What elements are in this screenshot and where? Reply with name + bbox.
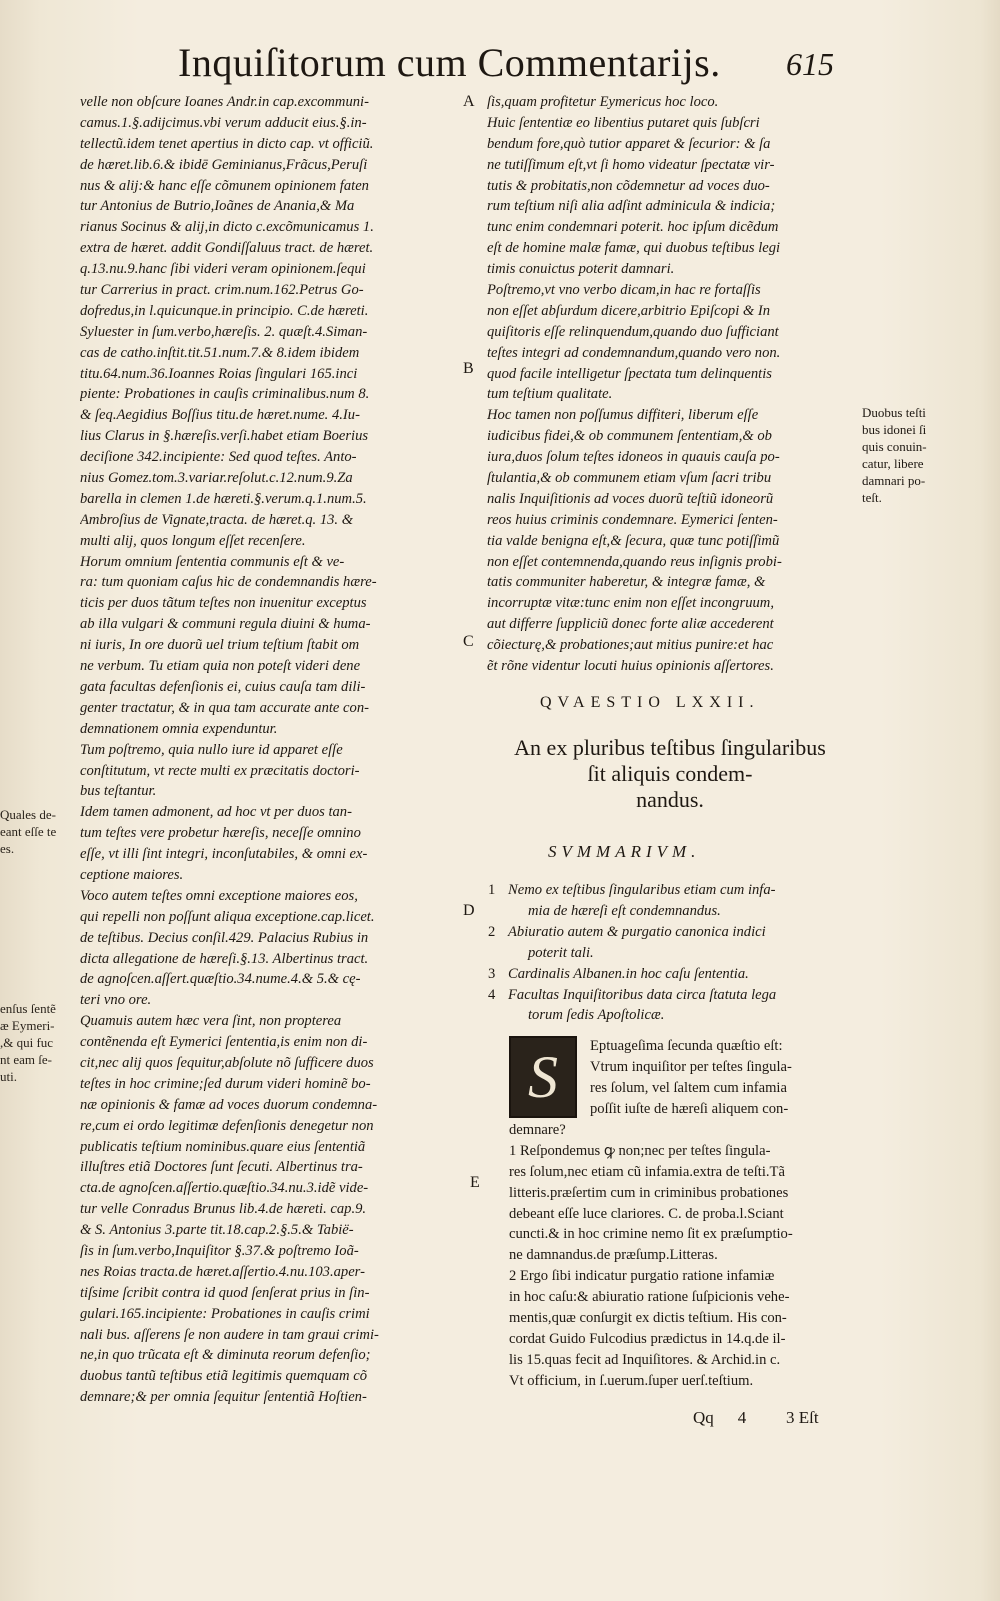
text-line: Horum omnium ſententia communis eſt & ve- (80, 553, 345, 570)
text-line: conſtitutum, vt recte multi ex præcitatis doctori- (80, 762, 360, 779)
text-line: Eptuageſima ſecunda quæſtio eſt: (590, 1038, 783, 1054)
text-line: tur Carrerius in pract. crim.num.162.Petrus Go- (80, 282, 364, 299)
summary-item-text: Cardinalis Albanen.in hoc caſu ſententia. (508, 965, 749, 982)
text-line: tur velle Conradus Brunus lib.4.de hæreti. cap.9. (80, 1201, 367, 1218)
text-line: cordat Guido Fulcodius prædictus in 14.q.de il- (509, 1330, 786, 1347)
left-margin-note-witnesses (0, 806, 56, 857)
section-letter-d: D (463, 902, 475, 919)
text-line: næ opinionis & famæ ad voces duorum condemna- (80, 1096, 378, 1113)
text-line: Hoc tamen non poſſumus diffiteri, liberum eſſe (487, 407, 759, 424)
text-line: tia valde benigna eſt,& ſecura, quæ tunc potiſſimũ (487, 532, 780, 549)
margin-note-line: nt eam ſe- (0, 1052, 52, 1067)
signature-letters: Qq (693, 1408, 714, 1427)
text-line: duobus tantũ teſtibus etiã legitimis quemquam cõ (80, 1368, 367, 1385)
text-line: eſt de homine malæ famæ, qui duobus teſtibus legi (487, 240, 781, 257)
text-line: cit,nec alij quos ſequitur,abſolute nõ ſufficere duos (80, 1054, 374, 1071)
text-line: ab illa vulgari & communi regula diuini & huma- (80, 616, 371, 633)
text-line: tur Antonius de Butrio,Ioãnes de Anania,& Ma (80, 198, 355, 215)
text-line: quod facile intelligetur ſpectata tum delinquentis (487, 365, 772, 382)
summary-item-text: Abiuratio autem & purgatio canonica indici (508, 923, 766, 940)
section-letter-e: E (470, 1174, 480, 1191)
text-line: Poſtremo,vt vno verbo dicam,in hac re fortaſſis (487, 282, 761, 299)
text-line: iura,duos ſolum teſtes idoneos in quauis cauſa po- (487, 449, 780, 466)
text-line: demnare;& per omnia ſequitur ſententiã Hoſtien- (80, 1389, 367, 1406)
text-line: ticis per duos tãtum teſtes non inuenitur exceptus (80, 595, 367, 612)
text-line: tum teſtium qualitate. (487, 386, 613, 403)
text-line: tatis communiter haberetur, & integræ famæ, & (487, 574, 766, 591)
text-line: in hoc caſu:& abiuratio ratione ſuſpicionis vehe- (509, 1289, 790, 1306)
text-line: teri vno ore. (80, 992, 152, 1009)
summary-list (488, 880, 868, 1026)
margin-note-line: teſt. (862, 490, 882, 505)
text-line: quiſitoris eſſe relinquendum,quando duo ſufficiant (487, 323, 779, 340)
margin-note-line: es. (0, 841, 15, 856)
text-line: litteris.præſertim cum in criminibus probationes (509, 1184, 789, 1201)
summary-item-number: 4 (488, 986, 496, 1003)
signature-mark (693, 1408, 746, 1428)
text-line: tunc enim condemnari poterit. hoc ipſum dicẽdum (487, 219, 779, 236)
margin-note-line: uti. (0, 1069, 17, 1084)
text-line: contẽnenda eſt Eymerici ſententia,is enim non di- (80, 1034, 368, 1051)
text-line: re,cum ei ordo legitimæ defenſionis denegetur non (80, 1117, 374, 1134)
text-line: tiſsime ſcribit contra id quod ſenſerat prius in ſin- (80, 1284, 370, 1301)
text-line: & S. Antonius 3.parte tit.18.cap.2.§.5.& Tabië- (80, 1222, 354, 1239)
text-line: lius Clarus in §.hæreſis.verſi.habet etiam Boerius (80, 428, 369, 445)
section-letter-a: A (463, 93, 475, 110)
catchword: 3 Eſt (786, 1408, 819, 1427)
text-line: de agnoſcen.aſſert.quæſtio.34.nume.4.& 5.& cę- (80, 971, 361, 988)
text-line: gata facultas defenſionis ei, cuius cauſa tam dili- (80, 678, 366, 695)
summary-item (488, 922, 868, 964)
text-line: tellectũ.idem tenet apertius in dicto cap. vt officiũ. (80, 135, 374, 152)
text-line: velle non obſcure Ioanes Andr.in cap.excommuni- (80, 94, 369, 110)
text-line: Idem tamen admonent, ad hoc vt per duos tan- (80, 804, 352, 821)
text-line: nius Gomez.tom.3.variar.reſolut.c.12.num.9.Za (80, 470, 353, 487)
text-line: reos huius criminis condemnare. Eymerici ſenten- (487, 511, 778, 528)
text-line: non eſſet contemnenda,quando reus inſignis probi- (487, 553, 782, 570)
text-line: multi alij, quos longum eſſet recenſere. (80, 532, 306, 549)
text-line: aut differre ſuppliciũ donec forte aliæ accederent (487, 616, 774, 633)
margin-note-line: ,& qui fuc (0, 1035, 54, 1050)
text-line: tutis & probitatis,non cõdemnetur ad voces duo- (487, 177, 770, 194)
text-line: lis 15.quas fecit ad Inquiſitores. & Archid.in c. (509, 1351, 781, 1368)
margin-note-line: bus idonei ſi (862, 422, 927, 437)
question-title (480, 735, 860, 813)
margin-note-line: æ Eymeri- (0, 1018, 55, 1033)
summary-heading: SVMMARIVM. (548, 842, 701, 861)
summary-item (488, 964, 868, 985)
text-line: Ambroſius de Vignate,tracta. de hæret.q. 13. & (80, 511, 354, 528)
text-line: teſtes in hoc crimine;ſed durum videri hominẽ bo- (80, 1075, 371, 1092)
text-line: genter tractatur, & in qua tam accurate ante con- (80, 699, 369, 716)
text-line: Syluester in ſum.verbo,hæreſis. 2. quæſt.4.Siman- (80, 323, 368, 340)
text-line: bus teſtantur. (80, 783, 157, 800)
text-line: rum teſtium niſi alia adſint adminicula & indicia; (487, 198, 776, 215)
text-line: demnationem omnia expenduntur. (80, 720, 278, 737)
text-line: iudicibus fidei,& ob communem ſententiam,& ob (487, 428, 772, 445)
summary-item-number: 3 (488, 965, 496, 982)
text-line: non eſſet abſurdum dicere,arbitrio Epiſcopi & In (487, 302, 771, 319)
right-margin-note (862, 404, 962, 506)
question-heading: QVAESTIO LXXII. (540, 694, 760, 711)
body-text (509, 1120, 869, 1392)
text-line: dicta allegatione de hæreſi.§.13. Albertinus tract. (80, 950, 369, 967)
body-beside-initial (590, 1036, 870, 1120)
text-line: timis conuictus poterit damnari. (487, 261, 675, 278)
section-letter-b: B (463, 360, 474, 377)
text-line: teſtes integri ad condemnandum,quando vero non. (487, 344, 781, 361)
text-line: piente: Probationes in cauſis criminalibus.num 8. (80, 386, 370, 403)
question-title-line: ſit aliquis condem- (587, 761, 753, 786)
margin-note-line: enſus ſentẽ (0, 1001, 56, 1016)
text-line: illuſtres etiã Doctores ſunt ſecuti. Albertinus tra- (80, 1159, 363, 1176)
text-line: ra: tum quoniam caſus hic de condemnandis hære- (80, 574, 377, 591)
text-line: deciſione 342.incipiente: Sed quod teſtes. Anto- (80, 449, 357, 466)
text-line: cuncti.& in hoc crimine nemo ſit ex præſumptio- (509, 1226, 793, 1243)
text-line: nus & alij:& hanc eſſe cõmunem opinionem faten (80, 177, 369, 194)
text-line: Quamuis autem hæc vera ſint, non propterea (80, 1013, 342, 1030)
question-title-line: nandus. (636, 787, 704, 812)
text-line: publicatis teſtium nominibus.quare eius ſententiã (80, 1138, 366, 1155)
text-line: nalis Inquiſitionis ad voces duorũ teſtiũ idoneorũ (487, 490, 774, 507)
margin-note-line: eant eſſe te (0, 824, 57, 839)
text-line: qui repelli non poſſunt aliqua exceptione.cap.licet. (80, 908, 375, 925)
summary-item-text: Nemo ex teſtibus ſingularibus etiam cum infa- (508, 882, 776, 898)
text-line: demnare? (509, 1122, 566, 1138)
summary-item-number: 1 (488, 882, 496, 898)
text-line: ni iuris, In ore duorũ uel trium teſtium ſtabit om (80, 637, 360, 654)
text-line: Vt officium, in ſ.uerum.ſuper uerſ.teſtium. (509, 1372, 754, 1389)
summary-item (488, 880, 868, 922)
text-line: rianus Socinus & alij,in dicto c.excõmunicamus 1. (80, 219, 374, 236)
text-line: ſtulantia,& ob communem etiam vſum ſacri tribu (487, 470, 772, 487)
text-line: cta.de agnoſcen.aſſertio.quæſtio.34.nu.3.idẽ vide- (80, 1180, 369, 1197)
section-letter-c: C (463, 633, 474, 650)
text-line: q.13.nu.9.hanc ſibi videri veram opinionem.ſequi (80, 261, 366, 278)
text-line: Vtrum inquiſitor per teſtes ſingula- (590, 1058, 792, 1075)
text-line: mentis,quæ conſurgit ex dictis teſtium. His con- (509, 1310, 787, 1327)
summary-item-text: Facultas Inquiſitoribus data circa ſtatuta lega (508, 986, 777, 1003)
text-line: ne tutiſſimum eſt,vt ſi homo videatur ſpectatæ vir- (487, 156, 775, 173)
margin-note-line: quis conuin- (862, 439, 927, 454)
text-line: nes Roias tracta.de hæret.aſſertio.4.nu.103.aper- (80, 1263, 365, 1280)
text-line: ẽt rõne videntur locuti huius opinionis aſſertores. (487, 658, 774, 675)
question-title-line: An ex pluribus teſtibus ſingularibus (514, 735, 826, 760)
right-column-top (487, 92, 862, 677)
text-line: titu.64.num.36.Ioannes Roias ſingulari 165.inci (80, 365, 358, 382)
text-line: ne,in quo trũcata eſt & diminuta reorum defenſio; (80, 1347, 371, 1364)
text-line: Tum poſtremo, quia nullo iure id apparet eſſe (80, 741, 343, 758)
text-line: eſſe, vt illi ſint integri, inconſutabiles, & omni ex- (80, 846, 368, 863)
text-line: poſſit iuſte de hæreſi aliquem con- (590, 1100, 789, 1117)
text-line: 1 Reſpondemus ꝙ non;nec per teſtes ſingula- (509, 1142, 771, 1159)
text-line: cõiecturę,& probationes;aut mitius punire:et hac (487, 637, 774, 654)
text-line: res ſolum,nec etiam cũ infamia.extra de teſti.Tã (509, 1163, 785, 1180)
text-line: cas de catho.inſtit.tit.51.num.7.& 8.idem ibidem (80, 344, 360, 361)
text-line: camus.1.§.adijcimus.vbi verum adducit eius.§.in- (80, 114, 367, 131)
text-line: debeant eſſe luce clariores. C. de proba.l.Sciant (509, 1205, 784, 1222)
summary-item-number: 2 (488, 923, 496, 940)
margin-note-line: catur, libere (862, 456, 924, 471)
text-line: bendum fore,quò tutior apparet & ſecurior: & ſa (487, 135, 771, 152)
text-line: ne damnandus.de præſump.Litteras. (509, 1247, 718, 1264)
text-line: dofredus,in l.quicunque.in principio. C.de hæreti. (80, 302, 369, 319)
left-margin-note-eymeric (0, 1000, 56, 1085)
text-line: incorruptæ vitæ:tunc enim non eſſet incongruum, (487, 595, 774, 612)
text-line: de teſtibus. Decius conſil.429. Palacius Rubius in (80, 929, 369, 946)
margin-note-line: damnari po- (862, 473, 926, 488)
text-line: barella in clemen 1.de hæreti.§.verum.q.1.num.5. (80, 490, 367, 507)
margin-note-line: Duobus teſti (862, 405, 926, 420)
text-line: tum teſtes vere probetur hæreſis, neceſſe omnino (80, 825, 361, 842)
text-line: nali bus. aſſerens ſe non audere in tam graui crimi- (80, 1326, 379, 1343)
left-column (80, 92, 458, 1408)
text-line: res ſolum, vel ſaltem cum infamia (590, 1079, 787, 1096)
text-line: ne verbum. Tu etiam quia non poteſt videri dene (80, 658, 361, 675)
text-line: gulari.165.incipiente: Probationes in cauſis crimi (80, 1305, 370, 1322)
summary-item (488, 985, 868, 1027)
decorated-initial: S (509, 1036, 577, 1118)
text-line: ſis,quam profitetur Eymericus hoc loco. (487, 94, 719, 110)
summary-item-continuation: mia de hæreſi eſt condemnandus. (528, 902, 721, 919)
signature-number: 4 (737, 1408, 747, 1427)
summary-item-continuation: poterit tali. (528, 944, 594, 961)
summary-item-continuation: torum ſedis Apoſtolicæ. (528, 1007, 665, 1024)
folio-number: 615 (786, 46, 834, 82)
text-line: & ſeq.Aegidius Boſſius titu.de hæret.nume. 4.Iu- (80, 407, 360, 424)
text-line: Voco autem teſtes omni exceptione maiores eos, (80, 887, 358, 904)
text-line: ceptione maiores. (80, 866, 184, 883)
text-line: Huic ſententiæ eo libentius putaret quis ſubſcri (487, 114, 760, 131)
text-line: 2 Ergo ſibi indicatur purgatio ratione infamiæ (509, 1268, 775, 1285)
running-head: Inquiſitorum cum Commentarijs. (178, 40, 721, 85)
text-line: extra de hæret. addit Gondiſſaluus tract. de hæret. (80, 240, 374, 257)
margin-note-line: Quales de- (0, 807, 56, 822)
text-line: de hæret.lib.6.& ibidē Geminianus,Frãcus,Peruſi (80, 156, 368, 173)
text-line: ſis in ſum.verbo,Inquiſitor §.37.& poſtremo Ioã- (80, 1242, 359, 1259)
